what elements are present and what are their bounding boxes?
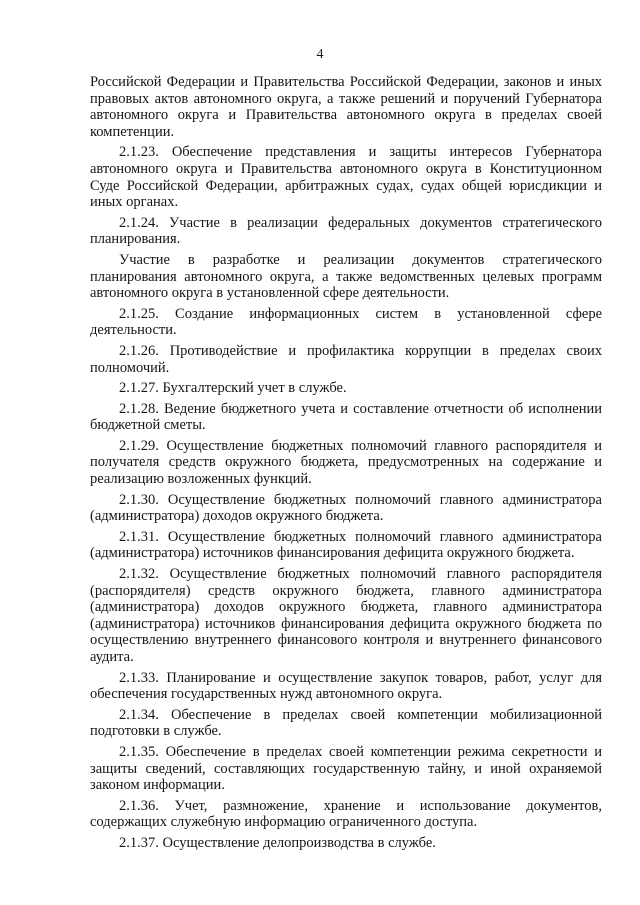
paragraph-2-1-27: 2.1.27. Бухгалтерский учет в службе. bbox=[119, 380, 347, 397]
paragraph-2-1-25: 2.1.25. Создание информационных систем в установленной сфере деятельности. bbox=[90, 305, 602, 339]
paragraph-2-1-36: 2.1.36. Учет, размножение, хранение и использование документов, содержащих служебную информацию ограниченного доступа. bbox=[90, 797, 602, 831]
paragraph-continuation: Российской Федерации и Правительства Российской Федерации, законов и иных правовых актов автономного округа, а также решений и поручений Губернатора автономного округа и Правительства автономного округа в пределах своей компетенции. bbox=[90, 74, 602, 140]
paragraph-2-1-31: 2.1.31. Осуществление бюджетных полномочий главного администратора (администратора) источников финансирования дефицита окружного бюджета. bbox=[90, 528, 602, 562]
paragraph-2-1-35: 2.1.35. Обеспечение в пределах своей компетенции режима секретности и защиты сведений, составляющих государственную тайну, и иной охраняемой законом информации. bbox=[90, 743, 602, 794]
paragraph-2-1-28: 2.1.28. Ведение бюджетного учета и составление отчетности об исполнении бюджетной сметы. bbox=[90, 400, 602, 434]
document-body bbox=[90, 74, 602, 856]
paragraph-2-1-29: 2.1.29. Осуществление бюджетных полномочий главного распорядителя и получателя средств окружного бюджета, предусмотренных на содержание и реализацию возложенных функций. bbox=[90, 437, 602, 488]
paragraph-2-1-33: 2.1.33. Планирование и осуществление закупок товаров, работ, услуг для обеспечения государственных нужд автономного округа. bbox=[90, 669, 602, 703]
paragraph-2-1-24-cont: Участие в разработке и реализации документов стратегического планирования автономного округа, а также ведомственных целевых программ автономного округа в установленной сфере деятельности. bbox=[90, 251, 602, 302]
paragraph-2-1-26: 2.1.26. Противодействие и профилактика коррупции в пределах своих полномочий. bbox=[90, 342, 602, 376]
paragraph-2-1-37: 2.1.37. Осуществление делопроизводства в службе. bbox=[119, 834, 436, 851]
paragraph-2-1-30: 2.1.30. Осуществление бюджетных полномочий главного администратора (администратора) доходов окружного бюджета. bbox=[90, 491, 602, 525]
paragraph-2-1-32: 2.1.32. Осуществление бюджетных полномочий главного распорядителя (распорядителя) средств окружного бюджета, главного администратора (администратора) доходов окружного бюджета, главного администратора (администратора) источников финансирования дефицита окружного бюджета по осуществлению внутреннего финансового контроля и внутреннего финансового аудита. bbox=[90, 566, 602, 665]
paragraph-2-1-34: 2.1.34. Обеспечение в пределах своей компетенции мобилизационной подготовки в службе. bbox=[90, 706, 602, 740]
paragraph-2-1-24: 2.1.24. Участие в реализации федеральных документов стратегического планирования. bbox=[90, 214, 602, 248]
paragraph-2-1-23: 2.1.23. Обеспечение представления и защиты интересов Губернатора автономного округа и Правительства автономного округа в Конституционном Суде Российской Федерации, арбитражных судах, судах общей юрисдикции и иных органах. bbox=[90, 144, 602, 211]
page-number: 4 bbox=[316, 47, 324, 62]
